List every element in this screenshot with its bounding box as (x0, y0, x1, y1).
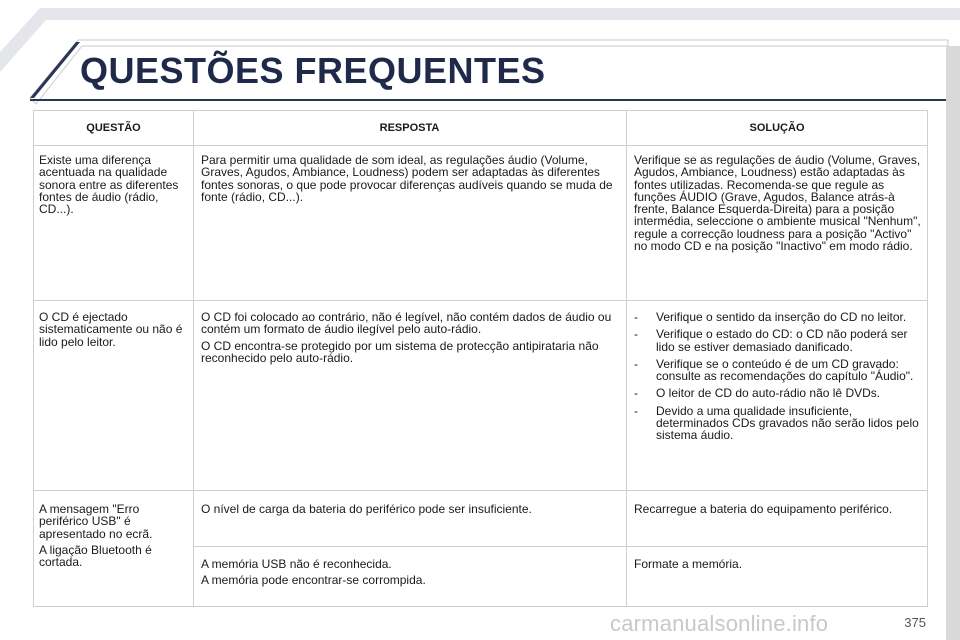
row3-answer (201, 503, 621, 519)
answer-text: Para permitir uma qualidade de som ideal, as regulações áudio (Volume, Graves, Agudos, Ambiance, Loudness) podem ser adaptadas às diferentes fontes sonoras, o que pode provocar diferenças audíveis quando se muda de fonte (rádio, CD...). (201, 153, 613, 204)
row1-solution (634, 154, 924, 256)
column-divider (193, 111, 194, 606)
row4-solution (634, 558, 924, 574)
row3-solution (634, 503, 924, 519)
row1-question (39, 154, 189, 219)
page-number: 375 (904, 615, 926, 630)
question-text: A mensagem "Erro periférico USB" é apresentado no ecrã. (39, 502, 153, 541)
row-divider (34, 145, 927, 146)
answer-text: O CD encontra-se protegido por um sistema de protecção antipirataria não reconhecido pelo auto-rádio. (201, 338, 599, 365)
row-divider (34, 490, 927, 491)
row-divider (193, 546, 927, 547)
solution-list (634, 311, 924, 442)
solution-text: Verifique se as regulações de áudio (Volume, Graves, Agudos, Ambiance, Loudness) estão adaptadas às fontes utilizadas. Recomenda-se que regule as funções ÁUDIO (Grave, Agudos, Balance atrás-à frente, Balance Esquerda-Direita) para a posição intermédia, seleccione o ambiente musical "Nenhum", regule a correcção loudness para a posição "Activo" no modo CD e na posição "Inactivo" em modo rádio. (634, 153, 921, 254)
solution-text: Formate a memória. (634, 557, 743, 571)
row4-answer (201, 558, 621, 591)
faq-table (33, 110, 928, 607)
row2-answer (201, 311, 621, 368)
list-item: - Verifique o sentido da inserção do CD no leitor. (634, 310, 907, 324)
answer-text: O nível de carga da bateria do periférico pode ser insuficiente. (201, 502, 532, 516)
row2-solution (634, 311, 924, 447)
answer-text: O CD foi colocado ao contrário, não é legível, não contém dados de áudio ou contém um formato de áudio ilegível pelo auto-rádio. (201, 310, 612, 337)
list-item: - Verifique o estado do CD: o CD não poderá ser lido se estiver demasiado danificado. (634, 327, 908, 354)
header-answer: RESPOSTA (379, 122, 440, 134)
list-item: - Verifique se o conteúdo é de um CD gravado: consulte as recomendações do capítulo "Áudio". (634, 356, 914, 384)
answer-text: A memória USB não é reconhecida. (201, 557, 392, 571)
page-header (0, 0, 960, 110)
answer-text: A memória pode encontrar-se corrompida. (201, 573, 426, 588)
column-divider (626, 111, 627, 606)
question-text: O CD é ejectado sistematicamente ou não é lido pelo leitor. (39, 310, 183, 349)
row1-answer (201, 154, 621, 207)
question-text: Existe uma diferença acentuada na qualidade sonora entre as diferentes fontes de áudio (rádio, CD...). (39, 153, 179, 217)
list-item: - Devido a uma qualidade insuficiente, determinados CDs gravados não serão lidos pelo sistema áudio. (634, 403, 919, 443)
page-title: QUESTÕES FREQUENTES (80, 50, 546, 91)
header-solution: SOLUÇÃO (749, 122, 805, 134)
list-item: - O leitor de CD do auto-rádio não lê DVDs. (634, 386, 881, 401)
side-band (946, 46, 960, 640)
solution-text: Recarregue a bateria do equipamento periférico. (634, 502, 893, 516)
row-divider (34, 300, 927, 301)
row3-question (39, 503, 189, 572)
row2-question (39, 311, 189, 352)
watermark: carmanualsonline.info (610, 611, 829, 636)
header-question: QUESTÃO (86, 122, 141, 134)
question-text: A ligação Bluetooth é cortada. (39, 542, 152, 570)
